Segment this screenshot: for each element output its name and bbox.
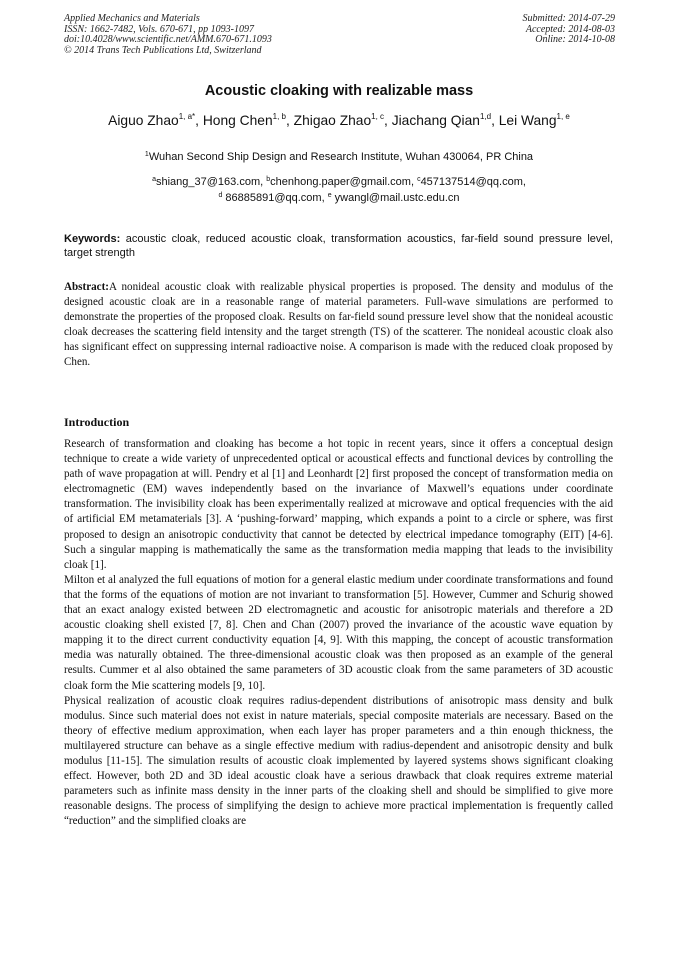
email-text: chenhong.paper@gmail.com, — [270, 176, 418, 188]
journal-name: Applied Mechanics and Materials — [64, 13, 200, 24]
author-affil-mark: 1, a* — [178, 112, 196, 121]
submitted-date: Submitted: 2014-07-29 — [522, 13, 615, 24]
submission-dates — [523, 14, 616, 46]
abstract-text: A nonideal acoustic cloak with realizable physical properties is proposed. The density and modulus of the designed acoustic cloak are in a reasonable range of material parameters. Full-wave simulations are performed to demonstrate the properties of the proposed cloak. Results on far-field sound pressure level show that the nonideal acoustic cloak decreases the scattering field intensity and the target strength (TS) of the scatterer. The nonideal acoustic cloak also has significant effect on suppressing internal radioactive noise. A comparison is made with the reduced cloak proposed by Chen. — [64, 281, 613, 368]
email-text: shiang_37@163.com, — [155, 176, 267, 188]
introduction-body — [64, 437, 613, 829]
email-line — [0, 190, 678, 206]
abstract — [64, 280, 613, 370]
author-affil-mark: 1, b — [272, 112, 286, 121]
email-text: ywangl@mail.ustc.edu.cn — [331, 192, 460, 204]
abstract-label: Abstract: — [64, 281, 109, 293]
paper-title: Acoustic cloaking with realizable mass — [204, 83, 474, 99]
section-heading-introduction: Introduction — [64, 415, 130, 429]
affiliation-text: Wuhan Second Ship Design and Research Institute, Wuhan 430064, PR China — [148, 151, 534, 163]
author-name: Hong Chen — [202, 113, 273, 128]
email-mark: e — [327, 192, 332, 199]
author-separator: , — [491, 113, 499, 128]
author-name: Jiachang Qian — [391, 113, 480, 128]
author-list — [0, 113, 678, 128]
email-mark: c — [417, 176, 421, 183]
author-separator: , — [286, 113, 294, 128]
author-emails — [0, 174, 678, 206]
paragraph: Research of transformation and cloaking has become a hot topic in recent years, since it offers a conceptual design technique to create a wide variety of unprecedented optical or acoustical effects and functional devices by controlling the path of wave propagation at will. Pendry et al [1] and Leonhardt [2] first proposed the concept of transformation media on electromagnetic (EM) waves independently based on the invariance of Maxwell’s equations under coordinate transformation. The invisibility cloak has been experimentally realized at microwave and optical frequencies with the aid of artificial EM metamaterials [3]. A ‘pushing-forward’ mapping, which expands a point to a circle or sphere, was first proposed to design an anisotropic conductivity that cannot be detected by electrical impedance tomography (EIT) [4-6]. Such a singular mapping is mathematically the same as the transformation media mapping that leads to the invisibility cloak [1]. — [64, 438, 613, 571]
copyright-line: © 2014 Trans Tech Publications Ltd, Switzerland — [64, 44, 262, 56]
accepted-date: Accepted: 2014-08-03 — [525, 23, 615, 35]
email-line — [0, 174, 678, 190]
journal-info — [64, 14, 272, 56]
email-mark: d — [218, 192, 223, 199]
author-separator: , — [195, 113, 203, 128]
email-mark: b — [266, 176, 271, 183]
keywords — [64, 232, 613, 260]
issn-line: ISSN: 1662-7482, Vols. 670-671, pp 1093-1097 — [64, 23, 254, 35]
paragraph: Milton et al analyzed the full equations of motion for a general elastic medium under coordinate transformations and found that the forms of the equations of motion are not invariant to transformation [5]. However, Cummer and Schurig showed that an exact analogy existed between 2D electromagnetic and acoustic for anisotropic materials and therefore a 2D acoustic cloaking shell existed [7, 8]. Chen and Chan (2007) proved the invariance of the acoustic wave equation by mapping it to the direct current conductivity equation [4, 9]. With this mapping, the concept of acoustic transformation media was naturally obtained. The three-dimensional acoustic cloak was then proposed as an example of the general results. Cummer et al also obtained the same parameters of 3D acoustic cloak from the same parameters of 3D acoustic cloak form the Mie scattering models [9, 10]. — [64, 573, 613, 692]
affiliation — [0, 151, 678, 163]
author-affil-mark: 1, c — [371, 112, 385, 121]
email-mark: a — [152, 176, 156, 183]
author-name: Zhigao Zhao — [293, 113, 372, 128]
keywords-text: acoustic cloak, reduced acoustic cloak, transformation acoustics, far-field sound pressure level, target strength — [64, 233, 613, 259]
affiliation-mark: 1 — [144, 151, 149, 158]
author-separator: , — [384, 113, 392, 128]
doi-line: doi:10.4028/www.scientific.net/AMM.670-671.1093 — [64, 34, 272, 46]
author-name: Lei Wang — [498, 113, 557, 128]
author-name: Aiguo Zhao — [108, 113, 179, 128]
author-affil-mark: 1, e — [556, 112, 570, 121]
keywords-label: Keywords: — [64, 233, 121, 245]
paragraph: Physical realization of acoustic cloak requires radius-dependent distributions of anisotropic mass density and bulk modulus. Since such material does not exist in nature materials, special composite materials are necessary. Based on the theory of effective medium approximation, when each layer has proper parameters and a thin enough thickness, the multilayered structure can behave as a single effective medium with radius-dependent and anisotropic density and bulk modulus [11-15]. The simulation results of acoustic cloak implemented by layered systems shows significant cloaking effect. However, both 2D and 3D ideal acoustic cloak have a serious drawback that cloak requires extreme material parameters such as infinite mass density in the inner parts of the cloaking shell and should be simplified to give more reasonable designs. The process of simplifying the design to achieve more practical implementation is frequently called “reduction” and the simplified cloaks are — [64, 694, 613, 828]
online-date: Online: 2014-10-08 — [535, 34, 615, 46]
email-text: 86885891@qq.com, — [222, 192, 328, 204]
email-text: 457137514@qq.com, — [420, 176, 526, 188]
author-affil-mark: 1,d — [479, 112, 492, 121]
